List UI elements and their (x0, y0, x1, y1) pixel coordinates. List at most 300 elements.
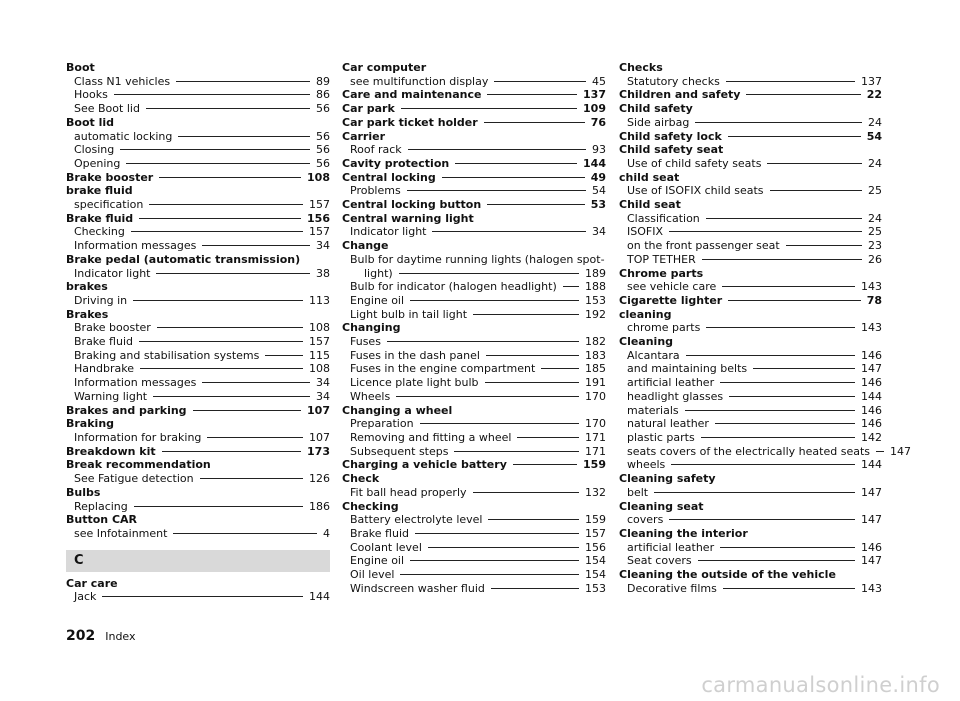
index-subentry (66, 321, 330, 335)
index-subentry (619, 417, 882, 431)
entry-term: Warning light (74, 389, 148, 403)
index-heading (619, 61, 882, 75)
entry-term: Bulbs (66, 485, 101, 499)
entry-term: See Fatigue detection (74, 472, 194, 486)
dot-leader (133, 300, 303, 301)
dot-leader (669, 231, 862, 232)
entry-term: Braking and stabilisation systems (74, 348, 260, 362)
index-subentry (619, 513, 882, 527)
index-heading (66, 577, 330, 591)
dot-leader (715, 423, 855, 424)
dot-leader (428, 547, 579, 548)
dot-leader (134, 506, 303, 507)
entry-term: natural leather (627, 417, 709, 431)
entry-term: Brake booster (74, 321, 151, 335)
page-ref: 147 (861, 485, 882, 499)
entry-term: Replacing (74, 499, 128, 513)
index-subentry (619, 582, 882, 596)
index-subentry (619, 541, 882, 555)
entry-term: Changing (342, 321, 401, 335)
index-subentry (66, 472, 330, 486)
entry-term: Care and maintenance (342, 88, 482, 102)
index-heading (342, 116, 606, 130)
entry-term: Bulb for daytime running lights (halogen spot- (350, 252, 605, 266)
entry-term: Braking (66, 417, 115, 431)
dot-leader (786, 245, 862, 246)
page-ref: 153 (585, 581, 606, 595)
index-subentry (66, 376, 330, 390)
index-subentry (342, 568, 606, 582)
entry-term: Battery electrolyte level (350, 513, 483, 527)
dot-leader (102, 596, 303, 597)
dot-leader (487, 94, 577, 95)
page-ref: 56 (316, 102, 330, 116)
page-ref: 143 (861, 581, 882, 595)
page-ref: 49 (590, 170, 606, 184)
entry-term: and maintaining belts (627, 362, 748, 376)
dot-leader (695, 122, 862, 123)
page-ref: 38 (316, 266, 330, 280)
dot-leader (517, 437, 579, 438)
entry-term: Breakdown kit (66, 444, 156, 458)
index-subentry (66, 390, 330, 404)
dot-leader (114, 94, 310, 95)
dot-leader (400, 574, 579, 575)
page-ref: 154 (585, 554, 606, 568)
page-number: 202 (66, 628, 96, 644)
dot-leader (722, 286, 855, 287)
dot-leader (491, 588, 579, 589)
index-subentry (66, 88, 330, 102)
index-heading (66, 212, 330, 226)
dot-leader (729, 396, 855, 397)
entry-term: cleaning (619, 307, 672, 321)
entry-term: see Infotainment (74, 526, 168, 540)
dot-leader (484, 122, 585, 123)
entry-term: Checks (619, 61, 663, 74)
entry-term: Brake fluid (74, 335, 133, 349)
page-ref: 108 (309, 321, 330, 335)
index-heading (342, 404, 606, 418)
index-subentry (619, 349, 882, 363)
entry-term: Brake pedal (automatic transmission) (66, 252, 301, 266)
entry-term: Wheels (350, 389, 391, 403)
page-ref: 189 (585, 266, 606, 280)
entry-term: Indicator light (74, 266, 151, 280)
index-heading (66, 280, 330, 294)
page-ref: 157 (309, 335, 330, 349)
page-ref: 34 (316, 239, 330, 253)
page-ref: 108 (309, 362, 330, 376)
index-subentry (342, 225, 606, 239)
page-ref: 56 (316, 143, 330, 157)
entry-term: on the front passenger seat (627, 239, 780, 253)
index-heading (619, 294, 882, 308)
page-ref: 173 (307, 444, 330, 458)
entry-term: Subsequent steps (350, 444, 449, 458)
entry-term: Cleaning (619, 335, 674, 349)
page-ref: 147 (861, 362, 882, 376)
index-subentry (66, 590, 330, 604)
dot-leader (454, 451, 579, 452)
page-ref: 24 (868, 211, 882, 225)
page-ref: 143 (861, 321, 882, 335)
index-subentry (619, 321, 882, 335)
index-heading (619, 88, 882, 102)
page-ref: 86 (316, 88, 330, 102)
entry-term: Oil level (350, 568, 395, 582)
index-subentry (66, 198, 330, 212)
dot-leader (162, 451, 301, 452)
page-ref: 159 (583, 458, 606, 472)
dot-leader (178, 136, 310, 137)
entry-term: Information messages (74, 376, 197, 390)
page-ref: 183 (585, 348, 606, 362)
dot-leader (200, 478, 303, 479)
page-ref: 108 (307, 170, 330, 184)
index-subentry (66, 130, 330, 144)
dot-leader (396, 396, 579, 397)
page-ref: 4 (323, 526, 330, 540)
index-subentry (66, 362, 330, 376)
dot-leader (487, 204, 585, 205)
entry-term: covers (627, 513, 664, 527)
page-ref: 159 (585, 513, 606, 527)
index-heading (66, 458, 330, 472)
entry-term: Handbrake (74, 362, 134, 376)
page-ref: 76 (590, 115, 606, 129)
dot-leader (728, 136, 861, 137)
entry-term: Opening (74, 156, 121, 170)
index-heading (66, 417, 330, 431)
index-heading (66, 404, 330, 418)
entry-term: Boot lid (66, 115, 115, 129)
index-heading (619, 500, 882, 514)
page-ref: 156 (307, 211, 330, 225)
entry-term: Classification (627, 211, 700, 225)
page-ref: 107 (309, 430, 330, 444)
page-ref: 146 (861, 348, 882, 362)
entry-term: Child safety seat (619, 143, 724, 157)
entry-term: child seat (619, 170, 680, 184)
entry-term: Roof rack (350, 143, 402, 157)
entry-term: Check (342, 472, 380, 486)
index-subentry (66, 335, 330, 349)
page-ref: 146 (861, 540, 882, 554)
dot-leader (173, 533, 317, 534)
entry-term: TOP TETHER (627, 252, 696, 266)
page-ref: 89 (316, 74, 330, 88)
entry-term: Car park (342, 102, 395, 116)
page-ref: 144 (309, 590, 330, 604)
entry-term: Changing a wheel (342, 403, 453, 417)
entry-term: Hooks (74, 88, 108, 102)
entry-term: artificial leather (627, 376, 715, 390)
dot-leader (159, 177, 301, 178)
entry-term: Child safety (619, 102, 693, 116)
entry-term: Fit ball head properly (350, 485, 467, 499)
dot-leader (415, 533, 579, 534)
index-heading (66, 171, 330, 185)
dot-leader (701, 437, 855, 438)
index-subentry (342, 280, 606, 294)
page-ref: 154 (585, 568, 606, 582)
dot-leader (146, 108, 310, 109)
entry-term: Brakes (66, 307, 109, 321)
entry-term: Cigarette lighter (619, 293, 723, 307)
dot-leader (131, 231, 303, 232)
index-subentry (619, 554, 882, 568)
entry-term: materials (627, 403, 679, 417)
page-ref: 56 (316, 156, 330, 170)
page-ref: 34 (316, 376, 330, 390)
page-footer (66, 628, 136, 644)
dot-leader (442, 177, 585, 178)
index-subentry (619, 184, 882, 198)
index-subentry (342, 253, 606, 267)
page-ref: 157 (309, 225, 330, 239)
entry-term: Engine oil (350, 293, 405, 307)
dot-leader (753, 368, 855, 369)
index-subentry (619, 390, 882, 404)
page-ref: 45 (592, 74, 606, 88)
dot-leader (488, 519, 579, 520)
page-ref: 34 (316, 389, 330, 403)
page-ref: 191 (585, 376, 606, 390)
entry-term: Side airbag (627, 115, 690, 129)
page-ref: 182 (585, 335, 606, 349)
index-subentry (619, 404, 882, 418)
entry-term: Child safety lock (619, 129, 722, 143)
entry-term: Windscreen washer fluid (350, 581, 485, 595)
index-subentry (342, 376, 606, 390)
entry-term: Decorative films (627, 581, 717, 595)
index-subentry (342, 294, 606, 308)
index-subentry (342, 431, 606, 445)
entry-term: Driving in (74, 293, 128, 307)
index-subentry (619, 116, 882, 130)
index-subentry (66, 225, 330, 239)
index-subentry (619, 157, 882, 171)
index-subentry (342, 554, 606, 568)
dot-leader (153, 396, 310, 397)
watermark: carmanualsonline.info (701, 673, 940, 697)
page-ref: 147 (861, 513, 882, 527)
dot-leader (494, 81, 586, 82)
index-subentry (619, 486, 882, 500)
page-ref: 153 (585, 293, 606, 307)
dot-leader (193, 410, 301, 411)
index-heading (342, 157, 606, 171)
index-heading (342, 239, 606, 253)
entry-term: Use of child safety seats (627, 156, 762, 170)
page-ref: 54 (866, 129, 882, 143)
dot-leader (486, 355, 579, 356)
entry-term: Information messages (74, 239, 197, 253)
entry-term: Licence plate light bulb (350, 376, 479, 390)
entry-term: Central locking (342, 170, 436, 184)
entry-term: Seat covers (627, 554, 692, 568)
dot-leader (176, 81, 310, 82)
page-ref: 132 (585, 485, 606, 499)
entry-term: Change (342, 239, 389, 253)
entry-term: light) (364, 266, 393, 280)
index-subentry (342, 335, 606, 349)
entry-term: Preparation (350, 417, 414, 431)
entry-term: Use of ISOFIX child seats (627, 184, 764, 198)
index-heading (342, 130, 606, 144)
dot-leader (767, 163, 862, 164)
entry-term: Light bulb in tail light (350, 307, 468, 321)
index-heading (66, 253, 330, 267)
index-heading (66, 486, 330, 500)
entry-term: Break recommendation (66, 458, 211, 472)
index-subentry (619, 212, 882, 226)
index-heading (619, 335, 882, 349)
entry-term: plastic parts (627, 430, 695, 444)
page-ref: 25 (868, 225, 882, 239)
index-heading (619, 143, 882, 157)
page-ref: 53 (590, 198, 606, 212)
page-ref: 143 (861, 280, 882, 294)
entry-term: Statutory checks (627, 74, 720, 88)
dot-leader (654, 492, 855, 493)
index-subentry (66, 157, 330, 171)
index-heading (619, 308, 882, 322)
dot-leader (669, 519, 855, 520)
page-ref: 192 (585, 307, 606, 321)
page-ref: 34 (592, 225, 606, 239)
index-subentry (342, 308, 606, 322)
entry-term: Central warning light (342, 211, 474, 225)
dot-leader (671, 464, 855, 465)
index-subentry (342, 486, 606, 500)
index-heading (66, 513, 330, 527)
dot-leader (408, 149, 586, 150)
index-subentry (619, 75, 882, 89)
dot-leader (473, 314, 579, 315)
index-heading (342, 212, 606, 226)
entry-term: automatic locking (74, 129, 173, 143)
entry-term: Checking (74, 225, 125, 239)
page-ref: 146 (861, 403, 882, 417)
index-subentry (342, 582, 606, 596)
index-heading (342, 198, 606, 212)
index-subentry (342, 75, 606, 89)
entry-term: Problems (350, 184, 401, 198)
index-heading (619, 198, 882, 212)
index-heading (619, 102, 882, 116)
page-ref: 109 (583, 102, 606, 116)
entry-term: Fuses in the engine compartment (350, 362, 536, 376)
dot-leader (207, 437, 303, 438)
section-label: Index (105, 630, 136, 643)
entry-term: Children and safety (619, 88, 741, 102)
page-ref: 107 (307, 403, 330, 417)
index-subentry (66, 102, 330, 116)
page-ref: 137 (861, 74, 882, 88)
index-subentry (619, 458, 882, 472)
page-ref: 156 (585, 540, 606, 554)
index-subentry (342, 445, 606, 459)
dot-leader (485, 382, 579, 383)
entry-term: Fuses (350, 335, 381, 349)
index-heading (619, 527, 882, 541)
entry-term: seats covers of the electrically heated seats (627, 444, 870, 458)
dot-leader (473, 492, 579, 493)
page-ref: 186 (309, 499, 330, 513)
index-subentry (619, 280, 882, 294)
dot-leader (563, 286, 579, 287)
page-ref: 126 (309, 472, 330, 486)
index-subentry (619, 444, 911, 459)
page-ref: 171 (585, 430, 606, 444)
entry-term: Car care (66, 576, 118, 590)
dot-leader (139, 218, 301, 219)
entry-term: Checking (342, 499, 399, 513)
entry-term: see vehicle care (627, 280, 717, 294)
page-ref: 147 (861, 554, 882, 568)
dot-leader (265, 355, 303, 356)
dot-leader (387, 341, 579, 342)
entry-term: headlight glasses (627, 389, 724, 403)
dot-leader (455, 163, 577, 164)
index-heading (66, 61, 330, 75)
index-heading (619, 130, 882, 144)
entry-term: Cleaning the outside of the vehicle (619, 568, 836, 582)
index-heading (342, 321, 606, 335)
dot-leader (702, 259, 862, 260)
index-heading (342, 88, 606, 102)
entry-term: Engine oil (350, 554, 405, 568)
page-ref: 25 (868, 184, 882, 198)
entry-term: artificial leather (627, 540, 715, 554)
entry-term: Cavity protection (342, 156, 450, 170)
entry-term: see multifunction display (350, 74, 489, 88)
page-ref: 26 (868, 252, 882, 266)
entry-term: Child seat (619, 198, 681, 212)
entry-term: Brake fluid (66, 211, 134, 225)
entry-term: Alcantara (627, 348, 680, 362)
entry-term: Cleaning safety (619, 472, 716, 486)
entry-term: Closing (74, 143, 115, 157)
index-subentry (66, 500, 330, 514)
index-heading (619, 267, 882, 281)
dot-leader (726, 81, 855, 82)
index-subentry (619, 376, 882, 390)
index-column-1 (66, 61, 330, 604)
entry-term: belt (627, 485, 649, 499)
dot-leader (126, 163, 310, 164)
entry-term: wheels (627, 458, 666, 472)
entry-term: brake fluid (66, 184, 133, 198)
dot-leader (401, 108, 577, 109)
entry-term: Coolant level (350, 540, 422, 554)
index-heading (66, 116, 330, 130)
dot-leader (399, 273, 579, 274)
page-ref: 157 (585, 526, 606, 540)
index-subentry (342, 267, 606, 281)
index-heading (66, 184, 330, 198)
page-ref: 24 (868, 115, 882, 129)
page-ref: 185 (585, 362, 606, 376)
index-subentry (342, 390, 606, 404)
page-ref: 22 (866, 88, 882, 102)
dot-leader (720, 382, 855, 383)
entry-term: Removing and fitting a wheel (350, 430, 512, 444)
index-heading (619, 171, 882, 185)
dot-leader (746, 94, 860, 95)
